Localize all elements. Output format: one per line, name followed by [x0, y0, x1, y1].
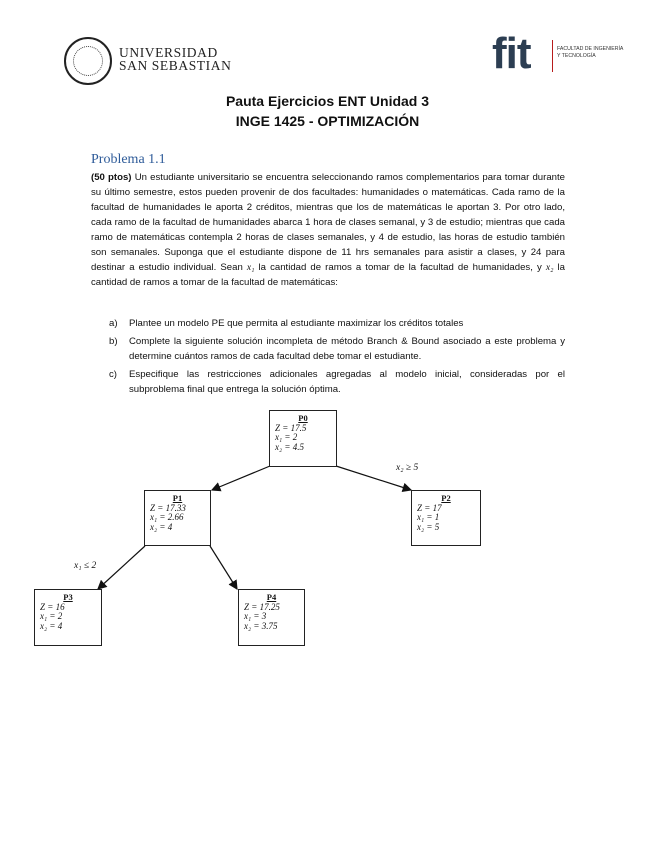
node-x2: x₂ = 3.75: [244, 620, 278, 631]
question-text: Complete la siguiente solución incompleta de método Branch & Bound asociado a este problema y determine cuántos ramos de cada facultad debe tomar el estudiante.: [129, 335, 565, 362]
node-z: Z = 17: [417, 502, 442, 513]
tree-node-p1: [144, 490, 211, 546]
tree-node-p4: [238, 589, 305, 646]
question-marker: a): [109, 318, 118, 329]
course-title: INGE 1425 - OPTIMIZACIÓN: [235, 113, 420, 129]
node-z: Z = 16: [40, 601, 65, 612]
sean-text-a: Sean: [220, 262, 243, 273]
sean-text-c: la cantidad de ramos a tomar de la facultad de matemáticas:: [91, 262, 565, 288]
node-z: Z = 17.25: [244, 601, 280, 612]
sean-text-b: la cantidad de ramos a tomar de la facultad de humanidades, y: [258, 262, 542, 273]
node-x1: x₁ = 2: [275, 432, 298, 442]
question-text: Plantee un modelo PE que permita al estudiante maximizar los créditos totales: [129, 318, 464, 329]
university-name-line2: SAN SEBASTIAN: [119, 58, 232, 73]
page-title: Pauta Ejercicios ENT Unidad 3: [225, 93, 430, 109]
node-title: P1: [172, 493, 183, 503]
faculty-name-line1: FACULTAD DE INGENIERÍA: [557, 46, 624, 52]
var-x1: x₁: [246, 262, 255, 273]
edge-p0-p1: [212, 466, 270, 490]
edge-p1-p4: [210, 546, 237, 589]
edge-label-x1-le-2: x₁ ≤ 2: [74, 561, 97, 571]
node-x1: x₁ = 2: [40, 611, 63, 621]
tree-node-p3: [34, 589, 102, 646]
question-text: Especifique las restricciones adicionales agregadas al modelo inicial, consideradas por el subproblema final que entrega la solución óptima.: [129, 368, 565, 395]
node-x1: x₁ = 1: [417, 512, 440, 522]
edge-p1-p3: [98, 546, 145, 589]
tree-node-p2: [411, 490, 481, 546]
node-title: P0: [298, 413, 308, 423]
node-title: P3: [63, 592, 73, 602]
node-x1: x₁ = 3: [244, 611, 267, 621]
node-title: P2: [441, 493, 451, 503]
university-name-line1: UNIVERSIDAD: [119, 45, 218, 60]
problem-points: (50 ptos): [91, 172, 132, 183]
node-z: Z = 17.33: [150, 502, 186, 513]
fit-logo: fit: [492, 29, 531, 78]
var-x2: x₂: [545, 262, 554, 273]
tree-node-p0: [269, 410, 337, 467]
node-z: Z = 17.5: [275, 422, 307, 433]
node-title: P4: [266, 592, 277, 602]
node-x2: x₂ = 4: [150, 521, 173, 532]
node-x1: x₁ = 2.66: [150, 512, 184, 522]
faculty-name-line2: Y TECNOLOGÍA: [557, 52, 596, 59]
question-marker: c): [109, 368, 117, 380]
edge-label-x2-ge-5: x₂ ≥ 5: [396, 463, 419, 473]
node-x2: x₂ = 4.5: [275, 441, 304, 452]
node-x2: x₂ = 5: [417, 521, 440, 532]
node-x2: x₂ = 4: [40, 620, 63, 631]
problem-body: Un estudiante universitario se encuentra seleccionando ramos complementarios para tomar durante su último semestre, estos pueden provenir de dos facultades: humanidades o matemáticas. Cada ramo de la facultad de humanidades le aporta 2 créditos, mientras que los de matemáticas le aportan 3. Por otro lado, cada ramo de la facultad de humanidades abarca 1 hora de clases semanal, y 3 de estudio; mientras que cada ramo de matemáticas contempla 2 horas de clases semanales, y 4 de estudio, las horas de estudio también son semanales. Suponga que el estudiante dispone de 11 hrs semanales para asistir a clases, y 24 para destinar a estudio individual.: [91, 172, 565, 273]
problem-heading: Problema 1.1: [91, 152, 166, 167]
question-marker: b): [109, 335, 118, 347]
